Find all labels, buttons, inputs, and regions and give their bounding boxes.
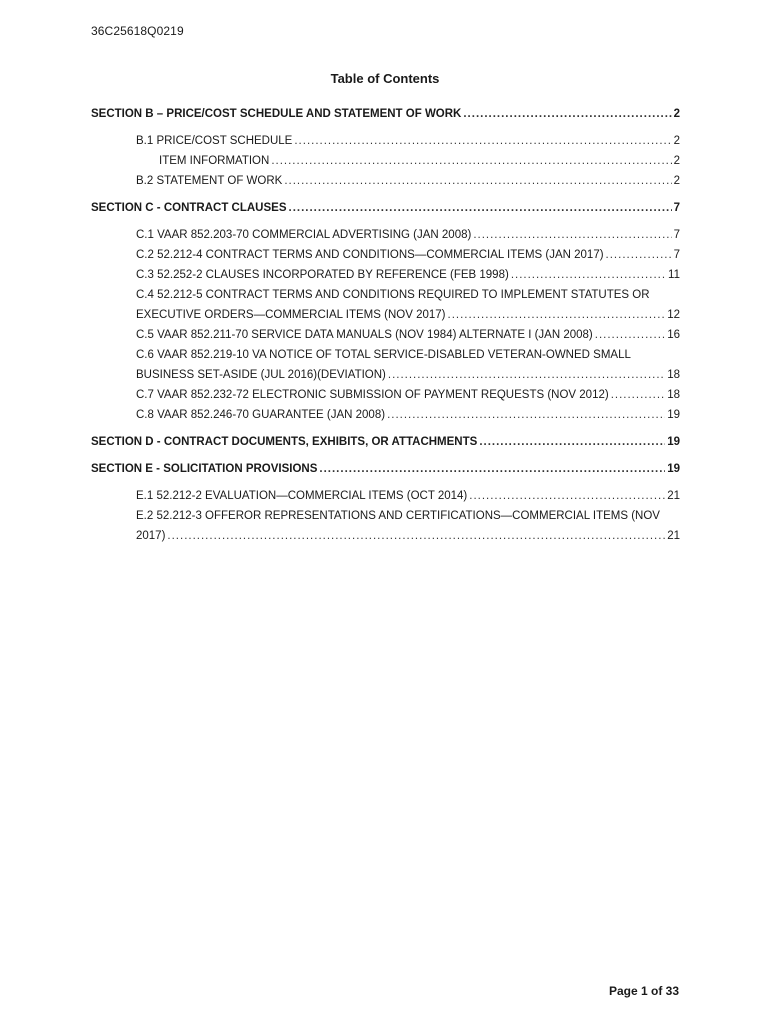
- dot-leader: [611, 385, 666, 405]
- toc-entry-c3[interactable]: [91, 265, 680, 285]
- toc-entry-page: 2: [673, 135, 680, 147]
- toc-entry-page: 2: [673, 155, 680, 167]
- toc-entry-page: 18: [667, 369, 680, 381]
- toc-entry-label: B.2 STATEMENT OF WORK: [136, 175, 283, 187]
- toc-entry-c4-line1[interactable]: C.4 52.212-5 CONTRACT TERMS AND CONDITIONS REQUIRED TO IMPLEMENT STATUTES OR: [136, 289, 650, 301]
- toc-entry-label: SECTION E - SOLICITATION PROVISIONS: [91, 463, 318, 475]
- dot-leader: [387, 405, 665, 425]
- toc-entry-c1[interactable]: [91, 225, 680, 245]
- toc-entry-page: 18: [667, 389, 680, 401]
- toc-entry-page: 19: [667, 409, 680, 421]
- page-title: Table of Contents: [330, 71, 440, 86]
- toc-entry-section-b[interactable]: [91, 104, 680, 124]
- toc-entry-page: 2: [673, 175, 680, 187]
- toc-entry-label: C.1 VAAR 852.203-70 COMMERCIAL ADVERTISING (JAN 2008): [136, 229, 472, 241]
- toc-entry-label: SECTION C - CONTRACT CLAUSES: [91, 202, 287, 214]
- toc-entry-label: C.7 VAAR 852.232-72 ELECTRONIC SUBMISSION OF PAYMENT REQUESTS (NOV 2012): [136, 389, 609, 401]
- dot-leader: [463, 104, 671, 124]
- toc-entry-c2[interactable]: [91, 245, 680, 265]
- toc-entry-label: ITEM INFORMATION: [159, 155, 270, 167]
- dot-leader: [284, 171, 671, 191]
- toc-entry-page: 19: [667, 436, 680, 448]
- toc-entry-label: BUSINESS SET-ASIDE (JUL 2016)(DEVIATION): [136, 369, 386, 381]
- toc-entry-e1[interactable]: [91, 486, 680, 506]
- toc-entry-section-c[interactable]: [91, 198, 680, 218]
- toc-entry-label: SECTION D - CONTRACT DOCUMENTS, EXHIBITS, OR ATTACHMENTS: [91, 436, 478, 448]
- dot-leader: [511, 265, 666, 285]
- dot-leader: [167, 526, 665, 546]
- toc-entry-b2[interactable]: [91, 171, 680, 191]
- toc-entry-label: E.1 52.212-2 EVALUATION—COMMERCIAL ITEMS (OCT 2014): [136, 490, 468, 502]
- dot-leader: [319, 459, 665, 479]
- toc-entry-page: 21: [667, 490, 680, 502]
- toc-entry-label: C.3 52.252-2 CLAUSES INCORPORATED BY REFERENCE (FEB 1998): [136, 269, 509, 281]
- dot-leader: [294, 131, 671, 151]
- toc-entry-page: 19: [667, 463, 680, 475]
- dot-leader: [469, 486, 665, 506]
- toc-entry-c8[interactable]: [91, 405, 680, 425]
- table-of-contents: [91, 104, 680, 546]
- toc-entry-label: C.5 VAAR 852.211-70 SERVICE DATA MANUALS (NOV 1984) ALTERNATE I (JAN 2008): [136, 329, 593, 341]
- toc-entry-label: C.2 52.212-4 CONTRACT TERMS AND CONDITIONS—COMMERCIAL ITEMS (JAN 2017): [136, 249, 604, 261]
- toc-entry-page: 21: [667, 530, 680, 542]
- toc-entry-page: 11: [668, 269, 680, 281]
- toc-entry-section-d[interactable]: [91, 432, 680, 452]
- toc-entry-e2-line1[interactable]: E.2 52.212-3 OFFEROR REPRESENTATIONS AND CERTIFICATIONS—COMMERCIAL ITEMS (NOV: [136, 510, 660, 522]
- dot-leader: [595, 325, 665, 345]
- toc-entry-page: 2: [673, 108, 680, 120]
- toc-entry-label: SECTION B – PRICE/COST SCHEDULE AND STATEMENT OF WORK: [91, 108, 462, 120]
- toc-entry-label: 2017): [136, 530, 166, 542]
- toc-entry-label: C.8 VAAR 852.246-70 GUARANTEE (JAN 2008): [136, 409, 386, 421]
- dot-leader: [606, 245, 672, 265]
- toc-entry-item-information[interactable]: [91, 151, 680, 171]
- dot-leader: [271, 151, 671, 171]
- dot-leader: [289, 198, 672, 218]
- solicitation-number: 36C25618Q0219: [91, 24, 184, 38]
- toc-entry-section-e[interactable]: [91, 459, 680, 479]
- dot-leader: [473, 225, 671, 245]
- toc-entry-label: B.1 PRICE/COST SCHEDULE: [136, 135, 293, 147]
- toc-entry-c4[interactable]: [91, 305, 680, 325]
- toc-entry-c5[interactable]: [91, 325, 680, 345]
- toc-entry-page: 7: [673, 229, 680, 241]
- toc-entry-page: 7: [673, 202, 680, 214]
- toc-entry-page: 16: [667, 329, 680, 341]
- page-number: Page 1 of 33: [608, 984, 679, 998]
- toc-entry-page: 7: [673, 249, 680, 261]
- toc-entry-b1[interactable]: [91, 131, 680, 151]
- toc-entry-page: 12: [667, 309, 680, 321]
- toc-entry-c6-line1[interactable]: C.6 VAAR 852.219-10 VA NOTICE OF TOTAL SERVICE-DISABLED VETERAN-OWNED SMALL: [136, 349, 631, 361]
- dot-leader: [388, 365, 665, 385]
- toc-entry-label: EXECUTIVE ORDERS—COMMERCIAL ITEMS (NOV 2017): [136, 309, 446, 321]
- toc-entry-e2[interactable]: [91, 526, 680, 546]
- toc-entry-c6[interactable]: [91, 365, 680, 385]
- toc-entry-c7[interactable]: [91, 385, 680, 405]
- dot-leader: [479, 432, 665, 452]
- dot-leader: [448, 305, 666, 325]
